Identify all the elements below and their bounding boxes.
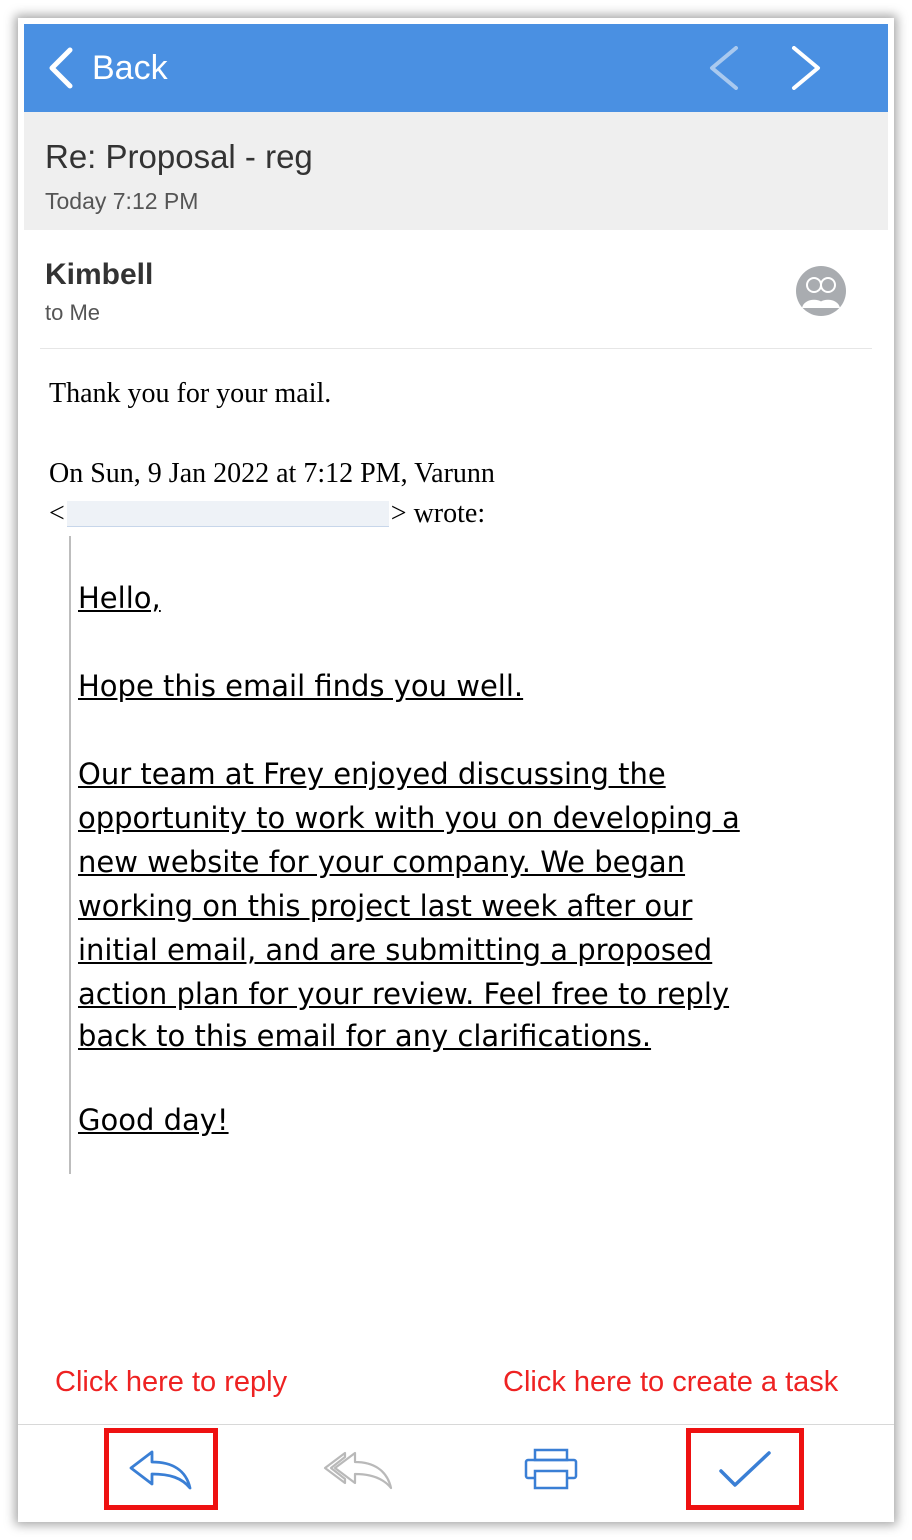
email-viewer (18, 18, 894, 1522)
reply-text: Thank you for your mail. (49, 378, 332, 409)
quoted-line: back to this email for any clarifications. (78, 1019, 652, 1053)
task-instruction: Click here to create a task (503, 1366, 839, 1398)
email-subject: Re: Proposal - reg (45, 138, 313, 175)
quote-header-email (49, 498, 485, 530)
quoted-closing: Good day! (78, 1103, 229, 1137)
top-nav-bar (24, 24, 888, 112)
nav-next-icon[interactable] (786, 46, 826, 90)
header-divider (40, 348, 872, 349)
reply-icon (128, 1446, 194, 1492)
sender-name: Kimbell (45, 258, 154, 291)
checkmark-icon (717, 1447, 773, 1491)
back-label: Back (92, 48, 168, 87)
reply-all-icon (321, 1446, 397, 1492)
reply-instruction: Click here to reply (55, 1366, 288, 1398)
subject-header (24, 112, 888, 230)
email-date: Today 7:12 PM (45, 188, 199, 214)
reply-button[interactable] (104, 1428, 218, 1510)
quoted-line: opportunity to work with you on developing a (78, 801, 740, 835)
create-task-button[interactable] (686, 1428, 804, 1510)
quoted-line: Our team at Frey enjoyed discussing the (78, 757, 666, 791)
quote-wrote: > wrote: (390, 498, 486, 529)
quoted-line: working on this project last week after our (78, 889, 693, 923)
quoted-line: action plan for your review. Feel free to reply (78, 977, 730, 1011)
chevron-left-icon (48, 46, 74, 90)
redacted-email (67, 501, 389, 527)
back-button[interactable] (48, 24, 168, 112)
quoted-line: new website for your company. We began (78, 845, 686, 879)
quote-header: On Sun, 9 Jan 2022 at 7:12 PM, Varunn (49, 458, 495, 489)
quote-open-bracket: < (49, 498, 65, 529)
quoted-line: initial email, and are submitting a proposed (78, 933, 713, 967)
print-button[interactable] (510, 1432, 592, 1506)
quote-bar (69, 536, 71, 1174)
toolbar-divider (18, 1424, 894, 1425)
nav-prev-icon[interactable] (704, 46, 744, 90)
print-icon (523, 1447, 579, 1491)
reply-all-button[interactable] (318, 1432, 400, 1506)
avatar-icon[interactable] (794, 264, 848, 318)
quoted-paragraph-1: Hope this email finds you well. (78, 669, 524, 703)
quoted-greeting: Hello, (78, 581, 161, 615)
recipient-label: to Me (45, 300, 101, 325)
